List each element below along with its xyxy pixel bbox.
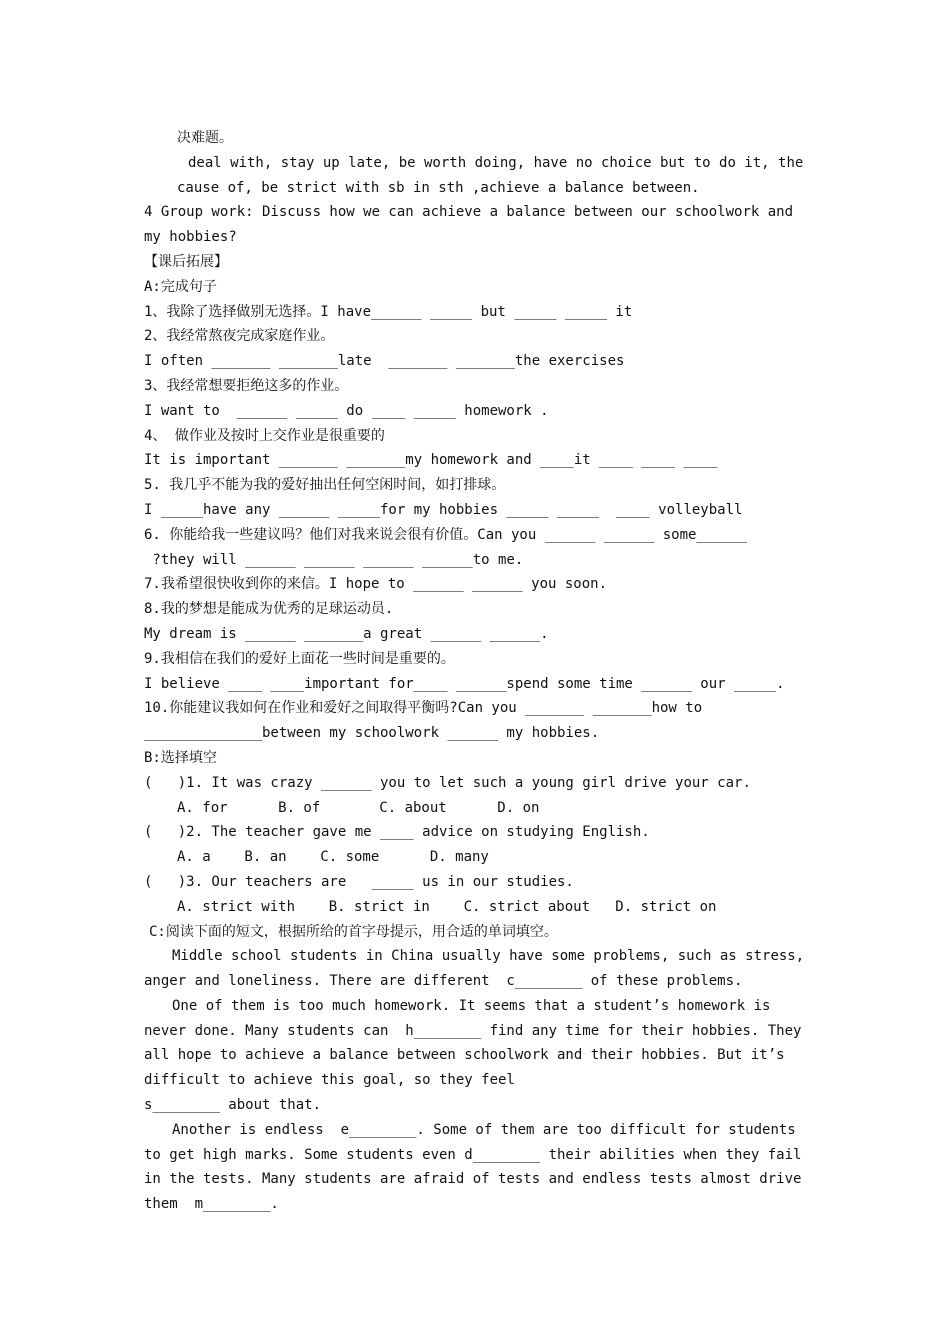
question-line: 6. 你能给我一些建议吗？他们对我来说会很有价值。Can you ______ ______ some______ bbox=[144, 526, 748, 543]
question-line: 4、 做作业及按时上交作业是很重要的 bbox=[144, 427, 385, 444]
choice-options: A. for B. of C. about D. on bbox=[177, 799, 540, 816]
text-line: 决难题。 bbox=[177, 130, 233, 146]
question-line: 8.我的梦想是能成为优秀的足球运动员. bbox=[144, 601, 394, 618]
group-work-line: my hobbies? bbox=[144, 229, 237, 246]
passage-line: them m________. bbox=[144, 1196, 279, 1213]
choice-options: A. strict with B. strict in C. strict about D. strict on bbox=[177, 898, 717, 915]
passage-line: to get high marks. Some students even d________ their abilities when they fail bbox=[144, 1146, 802, 1163]
worksheet-content bbox=[144, 126, 806, 1217]
section-heading: 【课后拓展】 bbox=[144, 253, 228, 270]
passage-line: difficult to achieve this goal, so they feel bbox=[144, 1072, 515, 1089]
phrase-list-line: deal with, stay up late, be worth doing, have no choice but to do it, the bbox=[188, 154, 804, 171]
question-line: 7.我希望很快收到你的来信。I hope to ______ ______ you soon. bbox=[144, 576, 608, 593]
passage-line: in the tests. Many students are afraid of tests and endless tests almost drive bbox=[144, 1171, 802, 1188]
question-line: 3、我经常想要拒绝这多的作业。 bbox=[144, 377, 349, 394]
phrase-list-line: cause of, be strict with sb in sth ,achieve a balance between. bbox=[177, 179, 700, 196]
passage-line: all hope to achieve a balance between schoolwork and their hobbies. But it’s bbox=[144, 1047, 785, 1064]
answer-line: I _____have any ______ _____for my hobbies _____ _____ ____ volleyball bbox=[144, 501, 743, 518]
answer-line: It is important _______ _______my homework and ____it ____ ____ ____ bbox=[144, 452, 718, 469]
subsection-heading-c: C:阅读下面的短文，根据所给的首字母提示，用合适的单词填空。 bbox=[149, 923, 558, 940]
passage-line: One of them is too much homework. It seems that a student’s homework is bbox=[172, 997, 771, 1014]
answer-line: My dream is ______ _______a great ______ ______. bbox=[144, 625, 549, 642]
answer-line: ?they will ______ ______ ______ ______to me. bbox=[144, 551, 524, 568]
question-line: 2、我经常熬夜完成家庭作业。 bbox=[144, 328, 335, 345]
group-work-line: 4 Group work: Discuss how we can achieve a balance between our schoolwork and bbox=[144, 204, 794, 221]
answer-line: I often _______ _______late _______ _______the exercises bbox=[144, 353, 625, 370]
choice-question: ( )3. Our teachers are _____ us in our studies. bbox=[144, 873, 574, 890]
choice-question: ( )1. It was crazy ______ you to let such a young girl drive your car. bbox=[144, 774, 751, 791]
answer-line: ______________between my schoolwork ______ my hobbies. bbox=[144, 725, 600, 742]
question-line: 9.我相信在我们的爱好上面花一些时间是重要的。 bbox=[144, 650, 455, 667]
passage-line: never done. Many students can h________ find any time for their hobbies. They bbox=[144, 1022, 802, 1039]
subsection-heading-a: A:完成句子 bbox=[144, 278, 217, 295]
subsection-heading-b: B:选择填空 bbox=[144, 749, 217, 766]
question-line: 1、我除了选择做别无选择。I have______ _____ but _____ _____ it bbox=[144, 303, 633, 320]
question-line: 5. 我几乎不能为我的爱好抽出任何空闲时间，如打排球。 bbox=[144, 477, 506, 494]
question-line: 10.你能建议我如何在作业和爱好之间取得平衡吗?Can you _______ _______how to bbox=[144, 700, 703, 717]
choice-options: A. a B. an C. some D. many bbox=[177, 849, 489, 866]
answer-line: I believe ____ ____important for____ ______spend some time ______ our _____. bbox=[144, 675, 785, 692]
choice-question: ( )2. The teacher gave me ____ advice on studying English. bbox=[144, 824, 650, 841]
passage-line: anger and loneliness. There are different c________ of these problems. bbox=[144, 973, 743, 990]
passage-line: s________ about that. bbox=[144, 1097, 322, 1114]
answer-line: I want to ______ _____ do ____ _____ homework . bbox=[144, 402, 549, 419]
passage-line: Another is endless e________. Some of them are too difficult for students bbox=[172, 1121, 796, 1138]
passage-line: Middle school students in China usually have some problems, such as stress, bbox=[172, 948, 805, 965]
